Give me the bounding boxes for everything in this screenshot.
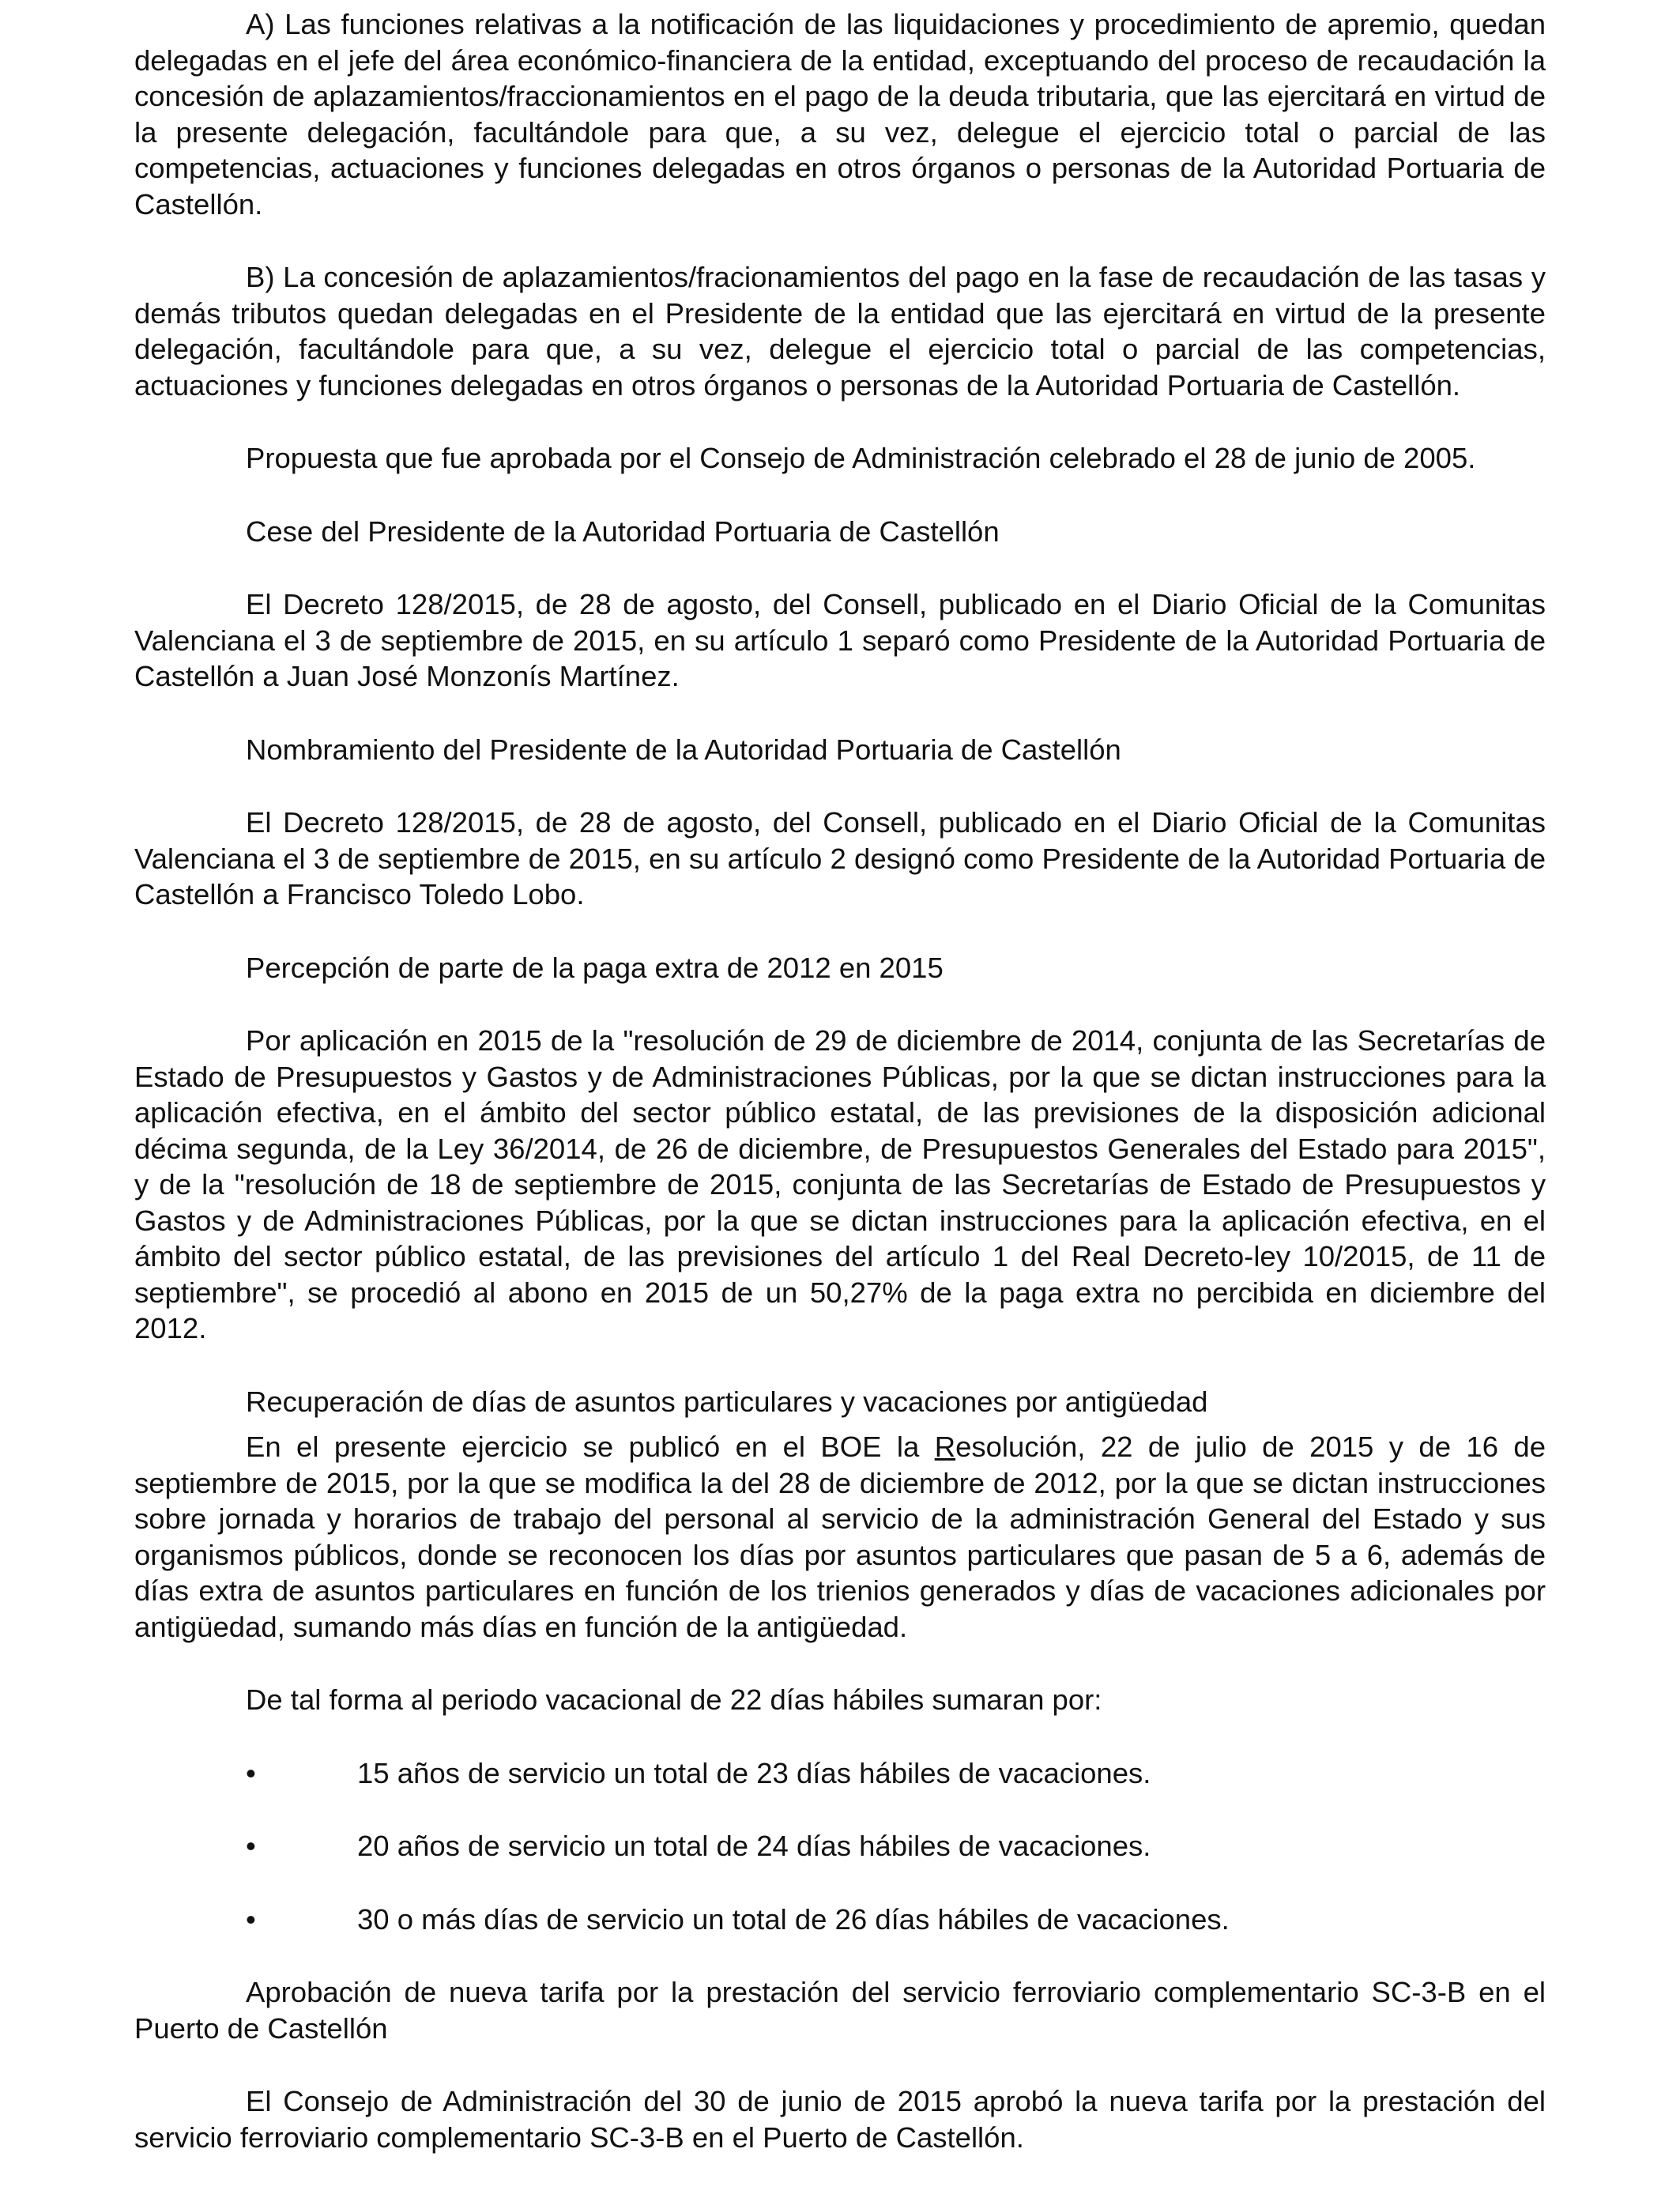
recuperacion-text-start: En el presente ejercicio se publicó en el BOE la (246, 1431, 935, 1463)
paragraph-recuperacion (134, 1429, 1546, 1645)
heading-nombramiento: Nombramiento del Presidente de la Autoridad Portuaria de Castellón (246, 733, 1121, 766)
bullet-icon: • (246, 1756, 256, 1789)
paragraph-nombramiento: El Decreto 128/2015, de 28 de agosto, del Consell, publicado en el Diario Oficial de la Comunitas Valenciana el 3 de septiembre de 2015, en su artículo 2 designó como Presidente de la Autoridad Portuaria de Castellón a Francisco Toledo Lobo. (134, 806, 1546, 910)
recuperacion-text-end: esolución, 22 de julio de 2015 y de 16 de septiembre de 2015, por la que se modifica la del 28 de diciembre de 2012, por la que se dictan instrucciones sobre jornada y horarios de trabajo del personal al servicio de la administración General del Estado y sus organismos públicos, donde se reconocen los días por asuntos particulares que pasan de 5 a 6, además de días extra de asuntos particulares en función de los trienios generados y días de vacaciones adicionales por antigüedad, sumando más días en función de la antigüedad. (134, 1431, 1546, 1643)
paragraph-tarifa: El Consejo de Administración del 30 de junio de 2015 aprobó la nueva tarifa por la prestación del servicio ferroviario complementario SC-3-B en el Puerto de Castellón. (134, 2085, 1546, 2154)
bullet-icon: • (246, 1902, 256, 1936)
paragraph-paga-extra: Por aplicación en 2015 de la "resolución de 29 de diciembre de 2014, conjunta de las Secretarías de Estado de Presupuestos y Gastos y de Administraciones Públicas, por la que se dictan instrucciones para la aplicación efectiva, en el ámbito del sector público estatal, de las previsiones de la disposición adicional décima segunda, de la Ley 36/2014, de 26 de diciembre, de Presupuestos Generales del Estado para 2015", y de la "resolución de 18 de septiembre de 2015, conjunta de las Secretarías de Estado de Presupuestos y Gastos y de Administraciones Públicas, por la que se dictan instrucciones para la aplicación efectiva, en el ámbito del sector público estatal, de las previsiones del artículo 1 del Real Decreto-ley 10/2015, de 11 de septiembre", se procedió al abono en 2015 de un 50,27% de la paga extra no percibida en diciembre del 2012. (134, 1024, 1546, 1344)
paragraph-a: A) Las funciones relativas a la notificación de las liquidaciones y procedimiento de apremio, quedan delegadas en el jefe del área económico-financiera de la entidad, exceptuando del proceso de recaudación la concesión de aplazamientos/fraccionamientos en el pago de la deuda tributaria, que las ejercitará en virtud de la presente delegación, facultándole para que, a su vez, delegue el ejercicio total o parcial de las competencias, actuaciones y funciones delegadas en otros órganos o personas de la Autoridad Portuaria de Castellón. (134, 8, 1546, 221)
heading-cese: Cese del Presidente de la Autoridad Portuaria de Castellón (246, 515, 1000, 548)
paragraph-periodo-vacacional: De tal forma al periodo vacacional de 22 días hábiles sumaran por: (246, 1683, 1102, 1716)
list-item-text: 30 o más días de servicio un total de 26 días hábiles de vacaciones. (357, 1902, 1230, 1936)
bullet-icon: • (246, 1830, 256, 1862)
list-item-text: 20 años de servicio un total de 24 días hábiles de vacaciones. (357, 1830, 1151, 1862)
document-body (134, 0, 1546, 2155)
heading-tarifa: Aprobación de nueva tarifa por la prestación del servicio ferroviario complementario SC-3-B en el Puerto de Castellón (134, 1976, 1546, 2045)
list-item (134, 1755, 1546, 1792)
paragraph-cese: El Decreto 128/2015, de 28 de agosto, del Consell, publicado en el Diario Oficial de la Comunitas Valenciana el 3 de septiembre de 2015, en su artículo 1 separó como Presidente de la Autoridad Portuaria de Castellón a Juan José Monzonís Martínez. (134, 588, 1546, 692)
list-item (134, 1828, 1546, 1864)
list-item-text: 15 años de servicio un total de 23 días hábiles de vacaciones. (357, 1756, 1151, 1789)
recuperacion-underlined-letter: R (934, 1431, 956, 1463)
heading-recuperacion: Recuperación de días de asuntos particulares y vacaciones por antigüedad (246, 1385, 1208, 1418)
paragraph-propuesta: Propuesta que fue aprobada por el Consejo de Administración celebrado el 28 de junio de 2005. (246, 442, 1476, 474)
heading-paga-extra: Percepción de parte de la paga extra de 2012 en 2015 (246, 951, 944, 984)
paragraph-b: B) La concesión de aplazamientos/fracionamientos del pago en la fase de recaudación de las tasas y demás tributos quedan delegadas en el Presidente de la entidad que las ejercitará en virtud de la presente delegación, facultándole para que, a su vez, delegue el ejercicio total o parcial de las competencias, actuaciones y funciones delegadas en otros órganos o personas de la Autoridad Portuaria de Castellón. (134, 261, 1546, 401)
list-item (134, 1902, 1546, 1938)
